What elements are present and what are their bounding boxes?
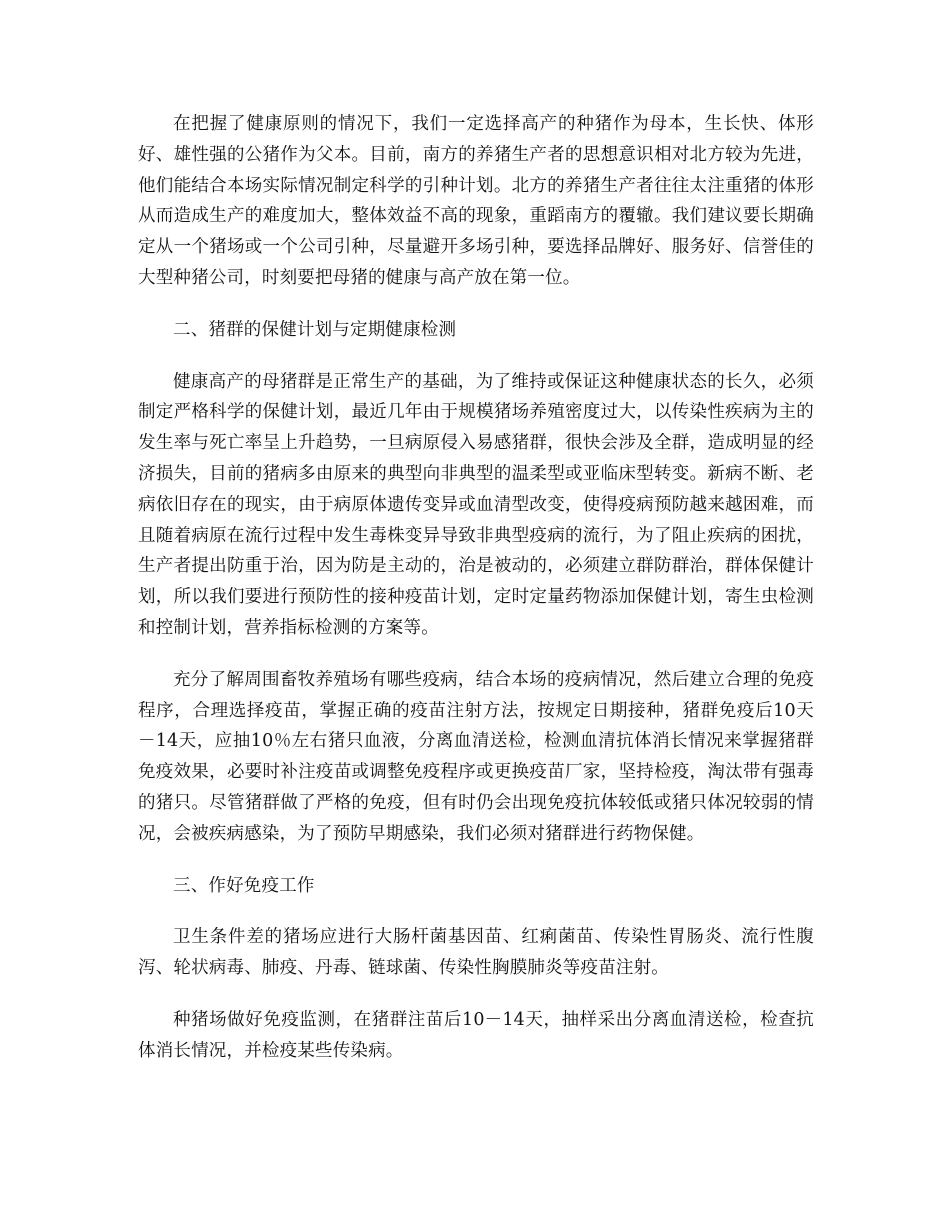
- paragraph-breeding-selection: 在把握了健康原则的情况下，我们一定选择高产的种猪作为母本，生长快、体形好、雄性强的公猪作为父本。目前，南方的养猪生产者的思想意识相对北方较为先进，他们能结合本场实际情况制定科学的引种计划。北方的养猪生产者往往太注重猪的体形从而造成生产的难度加大，整体效益不高的现象，重蹈南方的覆辙。我们建议要长期确定从一个猪场或一个公司引种，尽量避开多场引种，要选择品牌好、服务好、信誉佳的大型种猪公司，时刻要把母猪的健康与高产放在第一位。: [138, 114, 814, 288]
- paragraph-health-plan: 健康高产的母猪群是正常生产的基础，为了维持或保证这种健康状态的长久，必须制定严格科学的保健计划，最近几年由于规模猪场养殖密度过大，以传染性疾病为主的发生率与死亡率呈上升趋势，一旦病原侵入易感猪群，很快会涉及全群，造成明显的经济损失，目前的猪病多由原来的典型向非典型的温柔型或亚临床型转变。新病不断、老病依旧存在的现实，由于病原体遗传变异或血清型改变，使得疫病预防越来越困难，而且随着病原在流行过程中发生毒株变异导致非典型疫病的流行，为了阻止疾病的困扰，生产者提出防重于治，因为防是主动的，治是被动的，必须建立群防群治，群体保健计划，所以我们要进行预防性的接种疫苗计划，定时定量药物添加保健计划，寄生虫检测和控制计划，营养指标检测的方案等。: [138, 371, 814, 638]
- section-heading-vaccination: 三、作好免疫工作: [173, 875, 315, 896]
- paragraph-immune-monitoring: 种猪场做好免疫监测，在猪群注苗后10－14天，抽样采出分离血清送检，检查抗体消长情况，并检疫某些传染病。: [138, 1009, 814, 1061]
- paragraph-immunization-program: 充分了解周围畜牧养殖场有哪些疫病，结合本场的疫病情况，然后建立合理的免疫程序，合理选择疫苗，掌握正确的疫苗注射方法，按规定日期接种，猪群免疫后10天－14天，应抽10％左右猪只血液，分离血清送检，检测血清抗体消长情况来掌握猪群免疫效果，必要时补注疫苗或调整免疫程序或更换疫苗厂家，坚持检疫，淘汰带有强毒的猪只。尽管猪群做了严格的免疫，但有时仍会出现免疫抗体较低或猪只体况较弱的情况，会被疾病感染，为了预防早期感染，我们必须对猪群进行药物保健。: [138, 669, 814, 844]
- paragraph-vaccine-list: 卫生条件差的猪场应进行大肠杆菌基因苗、红痢菌苗、传染性胃肠炎、流行性腹泻、轮状病毒、肺疫、丹毒、链球菌、传染性胸膜肺炎等疫苗注射。: [138, 927, 814, 979]
- document-body: [138, 109, 814, 1088]
- section-heading-health-plan: 二、猪群的保健计划与定期健康检测: [173, 319, 457, 340]
